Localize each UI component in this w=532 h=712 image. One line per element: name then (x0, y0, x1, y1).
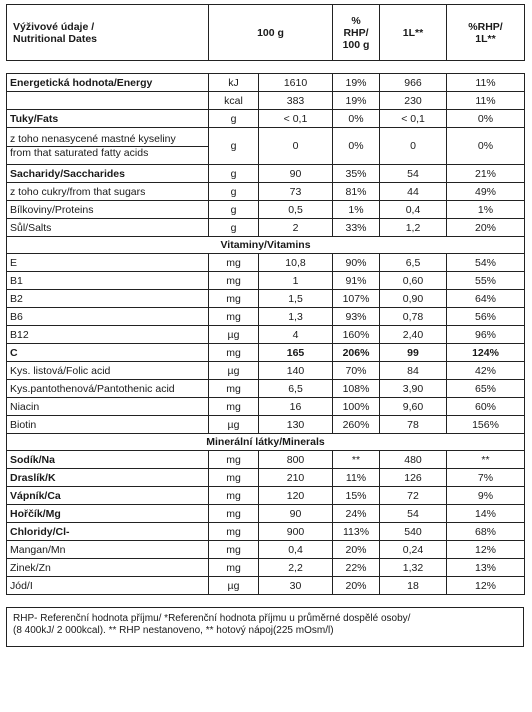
value-1l: 9,60 (380, 398, 447, 416)
unit-cell: g (209, 165, 259, 183)
rhp-1l: 0% (447, 110, 525, 128)
rhp-1l: 42% (447, 362, 525, 380)
rhp-1l: 9% (447, 487, 525, 505)
value-100g: 1,5 (259, 290, 333, 308)
table-row (7, 469, 525, 487)
nutrient-name: C (7, 344, 209, 362)
nutrient-name: Zinek/Zn (7, 559, 209, 577)
nutrient-name: z toho cukry/from that sugars (7, 183, 209, 201)
nutrient-name: B2 (7, 290, 209, 308)
rhp-100g: 19% (333, 92, 380, 110)
value-1l: 1,2 (380, 219, 447, 237)
rhp-1l: 11% (447, 74, 525, 92)
section-vitamins-label: Vitaminy/Vitamins (7, 237, 525, 254)
rhp-1l: 12% (447, 577, 525, 595)
value-1l: < 0,1 (380, 110, 447, 128)
footnote (6, 607, 524, 647)
nutrient-name: Bílkoviny/Proteins (7, 201, 209, 219)
value-1l: 54 (380, 505, 447, 523)
rhp-100g: 20% (333, 577, 380, 595)
unit-cell: mg (209, 559, 259, 577)
nutrient-name: Biotin (7, 416, 209, 434)
nutrient-name: Sůl/Salts (7, 219, 209, 237)
nutrient-name (7, 92, 209, 110)
rhp-1l: 68% (447, 523, 525, 541)
unit-cell: mg (209, 380, 259, 398)
rhp-100g: 81% (333, 183, 380, 201)
nutrient-name: Hořčík/Mg (7, 505, 209, 523)
rhp-1l: 54% (447, 254, 525, 272)
rhp-1l: 60% (447, 398, 525, 416)
table-row (7, 380, 525, 398)
nutrient-name: Vápník/Ca (7, 487, 209, 505)
nutrient-name: E (7, 254, 209, 272)
value-1l: 230 (380, 92, 447, 110)
table-row (7, 74, 525, 92)
rhp-100g: 90% (333, 254, 380, 272)
rhp-1l: 64% (447, 290, 525, 308)
value-100g: 6,5 (259, 380, 333, 398)
nutrient-name: Chloridy/Cl- (7, 523, 209, 541)
unit-cell: mg (209, 469, 259, 487)
unit-cell: mg (209, 487, 259, 505)
rhp-100g: 260% (333, 416, 380, 434)
rhp-100g: 35% (333, 165, 380, 183)
nutrient-name: B1 (7, 272, 209, 290)
table-row (7, 219, 525, 237)
value-100g: 1,3 (259, 308, 333, 326)
value-100g: 140 (259, 362, 333, 380)
rhp-100g: 1% (333, 201, 380, 219)
unit-cell: mg (209, 541, 259, 559)
unit-cell: kcal (209, 92, 259, 110)
value-1l: 2,40 (380, 326, 447, 344)
nutrient-name: Niacin (7, 398, 209, 416)
nutrient-name: Kys. listová/Folic acid (7, 362, 209, 380)
rhp-1l: 20% (447, 219, 525, 237)
value-1l: 540 (380, 523, 447, 541)
unit-cell: mg (209, 398, 259, 416)
rhp-1l: 55% (447, 272, 525, 290)
nutrient-name (7, 128, 209, 165)
nutrition-table (6, 4, 525, 595)
rhp-1l: 21% (447, 165, 525, 183)
rhp-100g: 93% (333, 308, 380, 326)
nutrient-name: Kys.pantothenová/Pantothenic acid (7, 380, 209, 398)
rhp-100g: 107% (333, 290, 380, 308)
rhp-100g: 33% (333, 219, 380, 237)
table-row (7, 487, 525, 505)
unit-cell: µg (209, 362, 259, 380)
rhp-1l: 65% (447, 380, 525, 398)
value-100g: 30 (259, 577, 333, 595)
nutrition-sheet (6, 4, 524, 647)
table-row (7, 416, 525, 434)
rhp-100g: ** (333, 451, 380, 469)
value-100g: 900 (259, 523, 333, 541)
table-row (7, 165, 525, 183)
nutrient-name: Sacharidy/Saccharides (7, 165, 209, 183)
nutrient-name: Draslík/K (7, 469, 209, 487)
rhp-100g: 113% (333, 523, 380, 541)
rhp-1l: 1% (447, 201, 525, 219)
rhp-100g: 91% (333, 272, 380, 290)
value-100g: 383 (259, 92, 333, 110)
rhp-100g: 15% (333, 487, 380, 505)
value-1l: 480 (380, 451, 447, 469)
table-row (7, 201, 525, 219)
rhp-1l: 7% (447, 469, 525, 487)
header-nutritional: Výživové údaje / Nutritional Dates (7, 5, 209, 61)
table-row (7, 523, 525, 541)
nutrient-name: Energetická hodnota/Energy (7, 74, 209, 92)
rhp-1l: ** (447, 451, 525, 469)
value-1l: 0 (380, 128, 447, 165)
rhp-100g: 70% (333, 362, 380, 380)
value-1l: 99 (380, 344, 447, 362)
nutrient-name: B6 (7, 308, 209, 326)
section-vitamins (7, 237, 525, 254)
table-row (7, 128, 525, 165)
table-row (7, 398, 525, 416)
rhp-1l: 56% (447, 308, 525, 326)
value-100g: 210 (259, 469, 333, 487)
unit-cell: mg (209, 523, 259, 541)
value-1l: 54 (380, 165, 447, 183)
rhp-1l: 156% (447, 416, 525, 434)
section-minerals-label: Minerální látky/Minerals (7, 434, 525, 451)
value-1l: 0,78 (380, 308, 447, 326)
unit-cell: g (209, 219, 259, 237)
table-row (7, 326, 525, 344)
value-100g: < 0,1 (259, 110, 333, 128)
section-minerals (7, 434, 525, 451)
rhp-1l: 49% (447, 183, 525, 201)
unit-cell: g (209, 201, 259, 219)
rhp-1l: 14% (447, 505, 525, 523)
value-100g: 1610 (259, 74, 333, 92)
nutrient-name-line-2: from that saturated fatty acids (7, 146, 208, 160)
nutrient-name-line-1: z toho nenasycené mastné kyseliny (10, 132, 176, 145)
value-100g: 16 (259, 398, 333, 416)
unit-cell: mg (209, 451, 259, 469)
header-rhp-1l: %RHP/ 1L** (447, 5, 525, 61)
rhp-100g: 206% (333, 344, 380, 362)
unit-cell: mg (209, 290, 259, 308)
table-row (7, 183, 525, 201)
rhp-100g: 0% (333, 128, 380, 165)
value-100g: 1 (259, 272, 333, 290)
value-1l: 0,90 (380, 290, 447, 308)
header-1l: 1L** (380, 5, 447, 61)
nutrient-name: Sodík/Na (7, 451, 209, 469)
value-1l: 84 (380, 362, 447, 380)
value-100g: 0,5 (259, 201, 333, 219)
value-100g: 90 (259, 165, 333, 183)
table-row (7, 559, 525, 577)
table-row (7, 577, 525, 595)
rhp-1l: 0% (447, 128, 525, 165)
value-100g: 2 (259, 219, 333, 237)
value-1l: 0,4 (380, 201, 447, 219)
rhp-100g: 11% (333, 469, 380, 487)
table-row (7, 254, 525, 272)
table-row (7, 290, 525, 308)
header-row (7, 5, 525, 61)
value-100g: 2,2 (259, 559, 333, 577)
table-row (7, 92, 525, 110)
header-rhp-100g: % RHP/ 100 g (333, 5, 380, 61)
value-1l: 0,24 (380, 541, 447, 559)
rhp-1l: 11% (447, 92, 525, 110)
table-row (7, 362, 525, 380)
unit-cell: g (209, 110, 259, 128)
table-row (7, 344, 525, 362)
nutrient-name: Jód/I (7, 577, 209, 595)
value-1l: 126 (380, 469, 447, 487)
rhp-100g: 0% (333, 110, 380, 128)
value-100g: 800 (259, 451, 333, 469)
value-1l: 966 (380, 74, 447, 92)
value-1l: 0,60 (380, 272, 447, 290)
value-100g: 73 (259, 183, 333, 201)
value-100g: 10,8 (259, 254, 333, 272)
unit-cell: g (209, 183, 259, 201)
value-1l: 78 (380, 416, 447, 434)
rhp-100g: 108% (333, 380, 380, 398)
unit-cell: µg (209, 577, 259, 595)
rhp-100g: 24% (333, 505, 380, 523)
header-100g: 100 g (209, 5, 333, 61)
unit-cell: g (209, 128, 259, 165)
value-100g: 4 (259, 326, 333, 344)
table-row (7, 505, 525, 523)
nutrient-name: Tuky/Fats (7, 110, 209, 128)
rhp-1l: 96% (447, 326, 525, 344)
value-1l: 1,32 (380, 559, 447, 577)
rhp-100g: 19% (333, 74, 380, 92)
unit-cell: mg (209, 344, 259, 362)
footnote-line-2: (8 400kJ/ 2 000kcal). ** RHP nestanoveno, ** hotový nápoj(225 mOsm/l) (13, 625, 334, 636)
rhp-100g: 160% (333, 326, 380, 344)
unit-cell: µg (209, 326, 259, 344)
unit-cell: mg (209, 254, 259, 272)
table-row (7, 451, 525, 469)
rhp-100g: 22% (333, 559, 380, 577)
value-100g: 0 (259, 128, 333, 165)
value-100g: 165 (259, 344, 333, 362)
table-row (7, 110, 525, 128)
value-100g: 120 (259, 487, 333, 505)
rhp-100g: 100% (333, 398, 380, 416)
unit-cell: mg (209, 272, 259, 290)
value-1l: 18 (380, 577, 447, 595)
value-1l: 3,90 (380, 380, 447, 398)
table-row (7, 541, 525, 559)
unit-cell: kJ (209, 74, 259, 92)
rhp-100g: 20% (333, 541, 380, 559)
rhp-1l: 124% (447, 344, 525, 362)
value-1l: 72 (380, 487, 447, 505)
table-row (7, 308, 525, 326)
spacer-row (7, 61, 525, 74)
nutrient-name: Mangan/Mn (7, 541, 209, 559)
value-100g: 0,4 (259, 541, 333, 559)
unit-cell: mg (209, 308, 259, 326)
rhp-1l: 13% (447, 559, 525, 577)
value-100g: 130 (259, 416, 333, 434)
unit-cell: µg (209, 416, 259, 434)
unit-cell: mg (209, 505, 259, 523)
rhp-1l: 12% (447, 541, 525, 559)
footnote-line-1: RHP- Referenční hodnota příjmu/ *Referenční hodnota příjmu u průměrné dospělé osoby/ (13, 613, 411, 624)
value-100g: 90 (259, 505, 333, 523)
table-row (7, 272, 525, 290)
value-1l: 44 (380, 183, 447, 201)
nutrient-name: B12 (7, 326, 209, 344)
value-1l: 6,5 (380, 254, 447, 272)
